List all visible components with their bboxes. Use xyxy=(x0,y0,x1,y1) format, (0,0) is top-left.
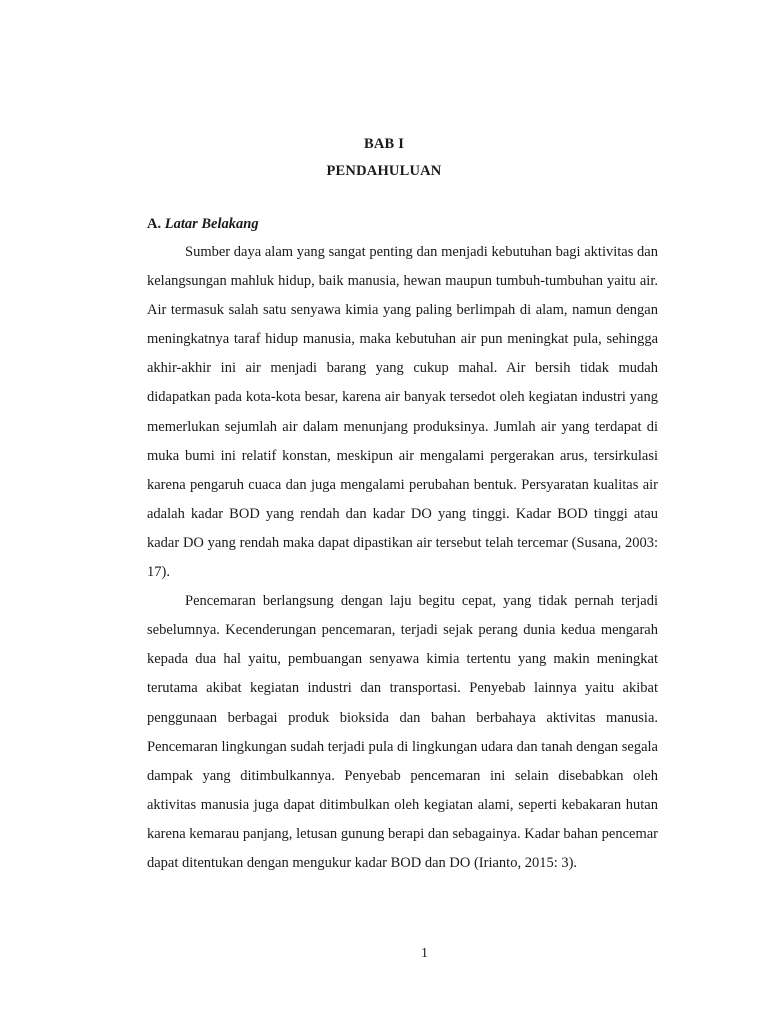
chapter-number: BAB I xyxy=(363,136,405,152)
body-text xyxy=(147,238,658,878)
section-letter: A. xyxy=(147,216,162,232)
chapter-title: PENDAHULUAN xyxy=(326,163,442,179)
section-title: Latar Belakang xyxy=(164,216,259,232)
section-heading xyxy=(147,216,259,233)
paragraph: Pencemaran berlangsung dengan laju begitu cepat, yang tidak pernah terjadi sebelumnya. Kecenderungan pencemaran, terjadi sejak perang dunia kedua mengarah kepada dua hal yaitu, pembuangan senyawa kimia tertentu yang makin meningkat terutama akibat kegiatan industri dan transportasi. Penyebab lainnya yaitu akibat penggunaan berbagai produk bioksida dan bahan berbahaya aktivitas manusia. Pencemaran lingkungan sudah terjadi pula di lingkungan udara dan tanah dengan segala dampak yang ditimbulkannya. Penyebab pencemaran ini selain disebabkan oleh aktivitas manusia juga dapat ditimbulkan oleh kegiatan alami, seperti kebakaran hutan karena kemarau panjang, letusan gunung berapi dan sebagainya. Kadar bahan pencemar dapat ditentukan dengan mengukur kadar BOD dan DO (Irianto, 2015: 3). xyxy=(147,593,658,871)
paragraph: Sumber daya alam yang sangat penting dan menjadi kebutuhan bagi aktivitas dan kelangsungan mahluk hidup, baik manusia, hewan maupun tumbuh-tumbuhan yaitu air. Air termasuk salah satu senyawa kimia yang paling berlimpah di alam, namun dengan meningkatnya taraf hidup manusia, maka kebutuhan air pun meningkat pula, sehingga akhir-akhir ini air menjadi barang yang cukup mahal. Air bersih tidak mudah didapatkan pada kota-kota besar, karena air banyak tersedot oleh kegiatan industri yang memerlukan sejumlah air dalam menunjang produksinya. Jumlah air yang terdapat di muka bumi ini relatif konstan, meskipun air mengalami pergerakan arus, tersirkulasi karena pengaruh cuaca dan juga mengalami perubahan bentuk. Persyaratan kualitas air adalah kadar BOD yang rendah dan kadar DO yang tinggi. Kadar BOD tinggi atau kadar DO yang rendah maka dapat dipastikan air tersebut telah tercemar (Susana, 2003: 17). xyxy=(147,244,658,581)
page-number-text: 1 xyxy=(421,946,428,961)
